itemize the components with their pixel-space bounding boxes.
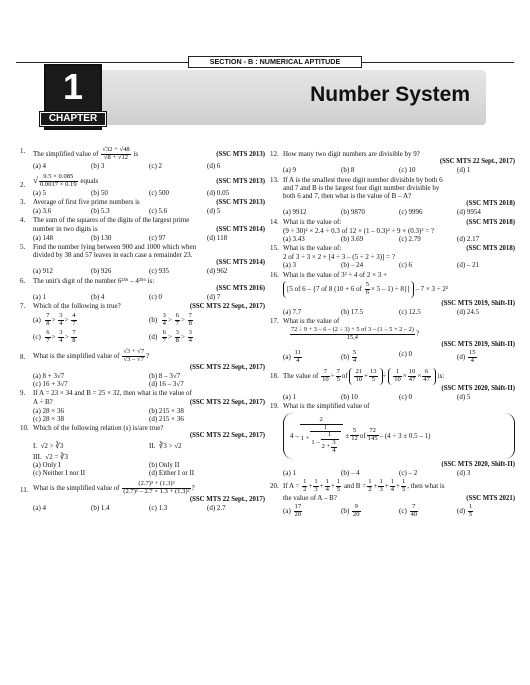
question-2: 2. √ $\frac{9.5 \times 0.085}{0.0017 \times 0.19}$ equals (SSC MTS 2013) (a) 5 (b) 50 (c) 500 (d) 0.05: [20, 173, 265, 197]
question-12: 12. How many two digit numbers are divisible by 9? (SSC MTS 22 Sept., 2017) (a) 9 (b) 8 (c) 10 (d) 1: [270, 150, 515, 175]
question-5: 5. Find the number lying between 900 and 1000 which when divided by 38 and 57 leaves in each case a remainder 23. (SSC MTS 2014) (a) 912 (b) 926 (c) 935 (d) 962: [20, 242, 265, 276]
chapter-number: 1: [62, 66, 84, 107]
chapter-label: CHAPTER: [40, 112, 106, 126]
page-title: Number System: [310, 83, 470, 106]
section-label: SECTION - B : NUMERICAL APTITUDE: [188, 56, 362, 68]
question-16: 16. What is the value of 3² ÷ 4 of 2 × 3 + [5 of 6 – {7 of 8 (10 + 6 of $\frac{5}{6}$ × 5 – 1) ÷ 8}] – 7 × 3 ÷ 2² (SSC MTS 2019, Shift-II) (a) 7.7 (b) 17.5 (c) 12.5 (d) 24.5: [270, 270, 515, 316]
question-13: 13. If A is the smallest three digit number divisible by both 6 and 7 and B is the largest four digit number divisible by both 6 and 7, then what is the value of B – A? (SSC MTS 2018) (a) 9912 (b) 9870 (c) 9996 (d) 9954: [270, 175, 515, 217]
question-18: 18. The value of $\frac{7}{10}$ ÷ $\frac{7}{5}$ of $\frac{21}{10}$ + $\frac{13}{5}$ ÷ $\frac{1}{10}$ × $\frac{10}{47}$ × $\frac{6}{47}$ is: (SSC MTS 2020, Shift-II) (a) 1 (b) 10 (c) 0 (d) 5: [270, 368, 515, 402]
question-1: 1. The simplified value of $\frac{√32 + √48}{√8 + √12}$ is (SSC MTS 2013) (a) 4 (b) 3 (c) 2 (d) 6: [20, 146, 265, 170]
options: (a) 4 (b) 3 (c) 2 (d) 6: [33, 161, 221, 170]
nested-fraction-expression: 4 – 2 1 + 1 1 – 1 2 + $\frac{3}{4}$ ± $\frac{5}{12}$ of $\frac{72}{145}$ – (4 ÷ 3 ± 0.5 – 1): [283, 413, 515, 460]
question-19: 19. What is the simplified value of 4 – 2 1 + 1 1 – 1 2 + $\frac{3}{4}$ ± $\frac{5}{12}$ of $\frac{72}{145}$ – (4 ÷ 3 ± 0.5 – 1) (SSC MTS 2020, Shift-II) (a) 1 (b) – 4 (c) – 2 (d) 3: [270, 402, 515, 478]
question-11: 11. What is the simplified value of $\frac{\text{(2.7)³ + (1.3)³}}{\text{(2.7)² – 2.7 × 1.3 + (1.3)²}}$ ? (SSC MTS 22 Sept., 2017) (a) 4 (b) 1.4 (c) 1.3 (d) 2.7: [20, 480, 265, 513]
question-6: 6. The unit's digit of the number 6²⁵⁶ – 4²⁵⁶ is: (SSC MTS 2016) (a) 1 (b) 4 (c) 0 (d) 7: [20, 276, 265, 301]
question-15: 15. What is the value of: (SSC MTS 2018) 2 of 3 ÷ 3 × 2 + [4 ÷ 3 – (5 ÷ 2 ÷ 3)] = ? (a) 3 (b) – 24 (c) 6 (d) – 21: [270, 244, 515, 270]
question-17: 17. What is the value of $\frac{72 \div 9 + 3 - 6 - (2 \div 3) + 5 of 3 - (1 \div 5 \times 2 - 2)}{15,4}$ ? (SSC MTS 2019, Shift-II) (a) $\frac{11}{4}$ (b) $\frac{5}{4}$ (c) 0 (d) $\frac{15}{4}$: [270, 316, 515, 365]
question-4: 4. The sum of the squares of the digits of the largest prime number in two digits is (SSC MTS 2014) (a) 148 (b) 130 (c) 97 (d) 118: [20, 216, 265, 242]
options: (a) 5 (b) 50 (c) 500 (d) 0.05: [33, 188, 230, 197]
question-7: 7. Which of the following is true? (SSC MTS 22 Sept., 2017) (a) $\frac{7}{8}$ > $\frac{3}{4}$ > $\frac{4}{7}$ (b) $\frac{3}{4}$ > $\frac{6}{7}$ > $\frac{7}{8}$ (c) $\frac{6}{7}$ > $\frac{3}{4}$ > $\frac{7}{8}$ (d) $\frac{6}{7}$ > $\frac{3}{8}$ > $\frac{3}{4}$: [20, 302, 265, 345]
left-column: [20, 146, 265, 513]
question-3: 3. Average of first five prime numbers is (SSC MTS 2013) (a) 3.6 (b) 5.3 (c) 5.6 (d) 5: [20, 198, 265, 216]
right-column: [270, 150, 515, 520]
question-8: 8. What is the simplified value of $\frac{√3 + √7}{√3 - √7}$ ? (SSC MTS 22 Sept., 2017) (a) 8 + 3√7 (b) 8 – 3√7 (c) 16 + 3√7 (d) 16 – 3√7: [20, 347, 265, 389]
question-14: 14. What is the value of: (SSC MTS 2018) (9 ÷ 30)² × 2.4 ÷ 0.3 of 12 × (1 – 0.3)² ÷ 9 × (0.3)² = ? (a) 3.43 (b) 3.69 (c) 2.79 (d) 2.17: [270, 217, 515, 243]
question-20: 20. If A = $\frac{1}{2}$ + $\frac{1}{3}$ + $\frac{1}{4}$ + $\frac{1}{5}$ and B = $\frac{1}{2}$ + $\frac{1}{3}$ + $\frac{1}{4}$ + $\frac{1}{5}$ , then what is the value of A – B? (SSC MTS 2021) (a) $\frac{17}{20}$ (b) $\frac{9}{20}$ (c) $\frac{7}{40}$ (d) $\frac{1}{5}$: [270, 478, 515, 519]
question-9: 9. If A = 23 × 34 and B = 25 × 32, then what is the value of A ÷ B? (SSC MTS 22 Sept., 2017) (a) 28 × 36 (b) 215 × 38 (c) 28 × 38 (d) 215 × 36: [20, 389, 265, 423]
question-10: 10. Which of the following relation (s) is/are true? (SSC MTS 22 Sept., 2017) I. √2 > ∛3 II. ∛3 > √2 III. √2 = ∛3 (a) Only I (b) Only II (c) Neither I nor II (d) Either I or II: [20, 424, 265, 478]
